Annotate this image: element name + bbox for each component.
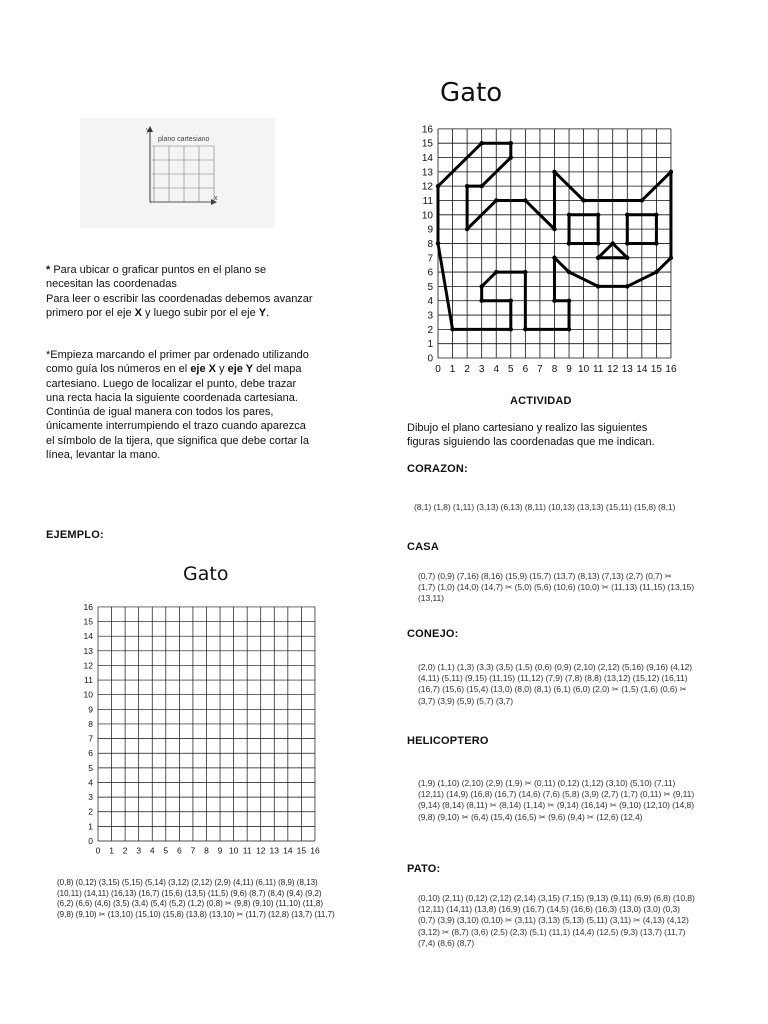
x-tick-label: 15 [650,364,662,375]
gato-point [509,327,513,331]
y-tick-label: 11 [422,195,433,207]
coords-line: (0,10) (2,11) (0,12) (2,12) (2,14) (3,15) (7,15) (9,13) (9,11) (6,9) (6,8) (10,8) [418,893,695,903]
coords-line: (9,14) (8,14) (8,11) ✂ (8,14) (1,14) ✂ (9,14) (16,14) ✂ (9,10) (12,10) (14,8) [418,800,694,811]
gato-point [567,270,571,274]
x-tick-label: 1 [109,845,114,856]
x-tick-label: 15 [296,845,307,856]
actividad-intro [407,421,747,449]
y-tick-label: 9 [427,224,433,236]
gato-point [654,213,658,217]
gato-title: Gato [440,78,503,108]
y-tick-label: 1 [427,339,433,351]
ejemplo-heading: EJEMPLO: [46,529,104,541]
para1-x: X [134,306,142,319]
y-tick-label: 10 [421,210,433,222]
y-tick-label: 13 [421,167,433,179]
para2-line6: únicamente interrumpiendo el trazo cuando aparezca [46,420,306,433]
section-heading-helicoptero: HELICOPTERO [407,735,489,747]
y-tick-label: 3 [88,792,93,803]
coords-line: (9,8) (9,10) ✂ (6,4) (15,4) (16,5) ✂ (9,6) (9,4) ✂ (12,6) (12,4) [418,811,643,822]
y-tick-label: 12 [421,181,433,193]
x-tick-label: 4 [149,845,155,856]
x-tick-label: 11 [592,364,604,375]
y-tick-label: 1 [88,821,93,832]
section-coords-conejo [418,662,763,707]
para1-line1: Para ubicar o graficar puntos en el plano se [50,264,267,276]
y-tick-label: 3 [427,310,433,322]
ejemplo-coords [57,878,377,920]
y-tick-label: 8 [427,238,433,250]
para2-line5: Continúa de igual manera con todos los pares, [46,406,274,419]
gato-point [523,198,527,202]
x-tick-label: 13 [621,364,633,375]
actividad-intro-line1: Dibujo el plano cartesiano y realizo las siguientes [407,422,648,434]
gato-point [669,170,673,174]
gato-point [479,284,483,288]
gato-point [552,299,556,303]
y-tick-label: 12 [83,660,93,671]
gato-point [654,241,658,245]
gato-point [465,184,469,188]
para2-line2b: y [216,363,228,376]
y-tick-label: 6 [427,267,433,279]
y-tick-label: 2 [88,806,93,817]
gato-point [654,270,658,274]
section-coords-casa [418,571,763,605]
para2-line1: *Empieza marcando el primer par ordenado utilizando [46,349,309,361]
x-tick-label: 7 [190,845,196,856]
gato-point [625,241,629,245]
y-tick-label: 11 [84,675,93,686]
section-coords-corazon [414,502,764,513]
coords-line: (0,7) (3,9) (3,10) (0,10) ✂ (3,11) (3,13) (5,13) (5,11) (3,11) ✂ (4,13) (4,12) [418,915,689,926]
y-tick-label: 5 [88,762,93,773]
ejemplo-coords-line: (9,8) (9,10) ✂ (13,10) (15,10) (15,8) (13,8) (13,10) ✂ (11,7) (12,8) (13,7) (11,7) [57,909,335,919]
x-tick-label: 12 [607,364,619,375]
y-tick-label: 10 [83,689,93,700]
para2-line2a: como guía los números en el [46,363,191,376]
coords-line: (0,7) (0,9) (7,16) (8,16) (15,9) (15,7) (13,7) (8,13) (7,13) (2,7) (0,7) ✂ [418,571,672,581]
gato-point [509,155,513,159]
y-tick-label: 0 [427,353,433,365]
coords-line: (12,11) (14,11) (13,8) (16,9) (16,7) (14,5) (16,6) (16,3) (13,0) (3,0) (0,3) [418,904,680,915]
x-tick-label: 10 [578,364,590,375]
section-heading-corazon: CORAZON: [407,463,468,475]
gato-point [567,241,571,245]
x-tick-label: 0 [435,364,441,375]
para2-ejex: eje X [190,363,216,376]
y-tick-label: 14 [421,153,433,165]
gato-point [567,213,571,217]
ejemplo-coords-line: (6,2) (6,6) (4,6) (3,5) (3,4) (5,4) (5,2) (1,2) (0,8) ✂ (9,8) (9,10) (11,10) (11,8) [57,899,324,908]
gato-point [611,241,615,245]
section-heading-conejo: CONEJO: [407,628,459,640]
intro-paragraph-2 [46,348,376,462]
small-diagram-caption: plano cartesiano [158,136,210,143]
coords-line: (3,7) (3,9) (5,9) (5,7) (3,7) [418,695,514,706]
para2-line8: línea, levantar la mano. [46,449,161,462]
gato-point [523,327,527,331]
gato-point [596,284,600,288]
gato-point [436,184,440,188]
gato-point [479,299,483,303]
para1-star: * [46,264,51,276]
x-tick-label: 6 [522,364,529,375]
gato-point [509,299,513,303]
gato-point [567,327,571,331]
para2-line7: el símbolo de la tijera, que significa que debe cortar la [46,434,309,447]
x-tick-label: 11 [242,845,252,856]
coords-line: (3,12) ✂ (8,7) (3,6) (2,5) (2,3) (5,1) (11,1) (14,4) (12,5) (9,3) (13,7) (11,7) [418,926,686,937]
intro-paragraph-1 [46,263,376,320]
y-tick-label: 16 [421,124,433,136]
x-tick-label: 9 [217,845,223,856]
gato-point [581,198,585,202]
ejemplo-grid [78,596,328,861]
x-tick-label: 13 [269,845,280,856]
gato-point [640,198,644,202]
para2-line4: una recta hacia la siguiente coordenada cartesiana. [46,391,298,404]
gato-point [450,327,454,331]
x-tick-label: 5 [508,364,514,375]
ejemplo-title: Gato [183,563,229,585]
gato-point [479,141,483,145]
x-tick-label: 4 [493,364,500,375]
gato-point [552,256,556,260]
small-diagram-y-label: y [146,127,150,134]
x-tick-label: 8 [551,364,558,375]
section-coords-helicoptero [418,778,763,823]
y-tick-label: 2 [427,324,433,336]
y-tick-label: 15 [421,138,433,150]
gato-point [479,184,483,188]
section-coords-pato [418,893,763,949]
gato-point [596,241,600,245]
x-tick-label: 7 [537,364,543,375]
section-heading-pato: PATO: [407,863,441,875]
gato-point [465,227,469,231]
gato-point [552,227,556,231]
small-cartesian-diagram [80,118,275,228]
gato-point [523,270,527,274]
y-tick-label: 15 [83,616,93,627]
y-tick-label: 4 [427,296,433,308]
y-tick-label: 5 [427,281,433,293]
gato-point [625,284,629,288]
y-tick-label: 6 [88,748,93,759]
para1-y: Y [258,306,267,319]
para1-line2: necesitan las coordenadas [46,278,177,291]
coords-line: (12,11) (14,9) (16,8) (16,7) (14,6) (7,6) (5,8) (3,9) (2,7) (1,7) (0,11) ✂ (9,11) [418,789,695,800]
x-tick-label: 3 [136,845,142,856]
gato-point [625,256,629,260]
y-tick-label: 4 [88,777,93,788]
x-tick-label: 0 [95,845,101,856]
y-tick-label: 8 [88,718,93,729]
x-tick-label: 8 [204,845,209,856]
para1-line4b: y luego subir por el eje [142,306,259,319]
para1-line4a: primero por el eje [46,306,135,319]
x-tick-label: 14 [283,845,293,856]
para1-line3: Para leer o escribir las coordenadas debemos avanzar [46,292,313,305]
para1-line4c: . [266,306,270,319]
gato-point [596,213,600,217]
actividad-intro-line2: figuras siguiendo las coordenadas que me indican. [407,436,655,448]
coords-line: (2,0) (1,1) (1,3) (3,3) (3,5) (1,5) (0,6) (0,9) (2,10) (2,12) (5,16) (9,16) (4,12) [418,662,693,672]
y-tick-label: 14 [83,631,93,642]
gato-point [494,270,498,274]
small-diagram-x-label: x [214,195,218,202]
x-tick-label: 2 [464,364,470,375]
para2-line2c: del mapa [253,363,302,376]
y-tick-label: 7 [427,253,433,265]
x-tick-label: 14 [636,364,648,375]
x-tick-label: 5 [163,845,169,856]
x-tick-label: 3 [478,364,485,375]
coords-line: (1,7) (1,0) (14,0) (14,7) ✂ (5,0) (5,6) (10,6) (10,0) ✂ (11,13) (11,15) (13,15) [418,582,695,593]
para2-line3: cartesiano. Luego de localizar el punto, debe trazar [46,377,297,390]
coords-line: (7,4) (8,6) (8,7) [418,937,475,948]
gato-point [669,256,673,260]
gato-point [436,241,440,245]
gato-point [567,299,571,303]
coords-line: (8,1) (1,8) (1,11) (3,13) (6,13) (8,11) (10,13) (13,13) (15,11) (15,8) (8,1) [414,502,676,512]
gato-point [552,170,556,174]
ejemplo-coords-line: (0,8) (0,12) (3,15) (5,15) (5,14) (3,12) (2,12) (2,9) (4,11) (6,11) (8,9) (8,13) [57,878,318,887]
x-tick-label: 12 [255,845,266,856]
section-heading-casa: CASA [407,541,439,553]
gato-point [596,256,600,260]
y-tick-label: 13 [83,645,93,656]
gato-grid [412,120,677,380]
ejemplo-coords-line: (10,11) (14,11) (16,13) (16,7) (15,6) (13,5) (11,5) (9,6) (8,7) (8,4) (9,4) (9,2) [57,888,322,898]
gato-point [494,198,498,202]
coords-line: (16,7) (15,6) (15,4) (13,0) (8,0) (8,1) (6,1) (6,0) (2,0) ✂ (1,5) (1,6) (0,6) ✂ [418,684,687,695]
gato-point [509,141,513,145]
x-tick-label: 16 [310,845,320,856]
x-tick-label: 1 [449,364,456,375]
y-tick-label: 16 [83,601,93,612]
y-tick-label: 7 [88,733,93,744]
x-tick-label: 2 [122,845,128,856]
x-tick-label: 6 [176,845,182,856]
coords-line: (13,11) [418,593,444,604]
x-tick-label: 16 [665,364,677,375]
coords-line: (4,11) (5,11) (9,15) (11,15) (11,12) (7,9) (7,8) (8,8) (13,12) (15,12) (16,11) [418,673,688,684]
x-tick-label: 10 [228,845,239,856]
gato-point [625,213,629,217]
actividad-heading: ACTIVIDAD [510,395,572,407]
para2-ejey: eje Y [227,363,254,376]
y-tick-label: 0 [88,835,93,846]
x-tick-label: 9 [566,364,572,375]
coords-line: (1,9) (1,10) (2,10) (2,9) (1,9) ✂ (0,11) (0,12) (1,12) (3,10) (5,10) (7,11) [418,778,676,788]
y-tick-label: 9 [88,704,93,715]
